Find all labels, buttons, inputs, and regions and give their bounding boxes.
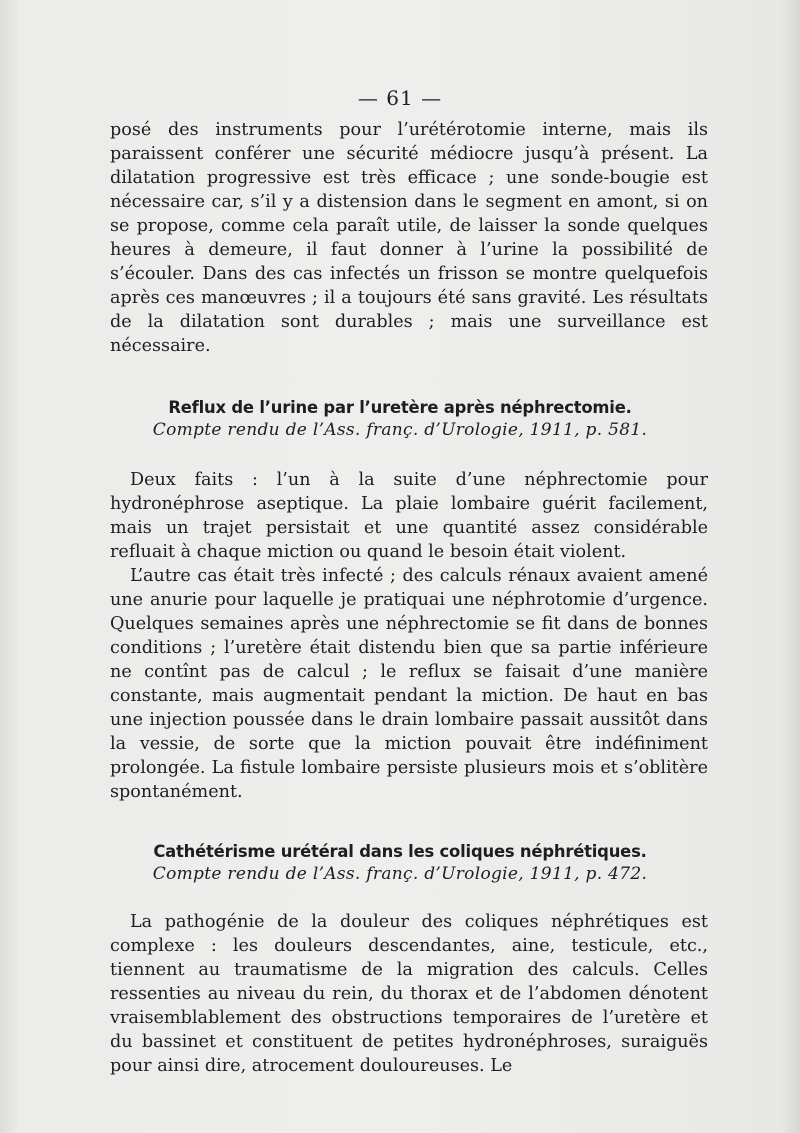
section-body-catheterisme (110, 910, 708, 1078)
paragraph-continued: posé des instruments pour l’urétérotomie interne, mais ils paraissent conférer une sécurité médiocre jusqu’à présent. La dilatation progressive est très efficace ; une sonde-bougie est nécessaire car, s’il y a distension dans le segment en amont, si on se propose, comme cela paraît utile, de laisser la sonde quelques heures à demeure, il faut donner à l’urine la possibilité de s’écouler. Dans des cas infectés un frisson se montre quelquefois après ces manœuvres ; il a toujours été sans gravité. Les résultats de la dilatation sont durables ; mais une surveillance est nécessaire. (110, 120, 708, 356)
section-body-reflux (110, 468, 708, 804)
section-title-reflux: Reflux de l’urine par l’uretère après néphrectomie. (168, 398, 632, 417)
section-title-catheterisme: Cathétérisme urétéral dans les coliques néphrétiques. (153, 842, 647, 861)
section-source-reflux: Compte rendu de l’Ass. franç. d’Urologie, 1911, p. 581. (152, 420, 648, 440)
paragraph: L’autre cas était très infecté ; des calculs rénaux avaient amené une anurie pour laquelle je pratiquai une néphrotomie d’urgence. Quelques semaines après une néphrectomie se fit dans de bonnes conditions ; l’uretère était distendu bien que sa partie inférieure ne contînt pas de calcul ; le reflux se faisait d’une manière constante, mais augmentait pendant la miction. De haut en bas une injection poussée dans le drain lombaire passait aussitôt dans la vessie, de sorte que la miction pouvait être indéfiniment prolongée. La fistule lombaire persiste plusieurs mois et s’oblitère spontanément. (110, 566, 708, 802)
paragraph: La pathogénie de la douleur des coliques néphrétiques est complexe : les douleurs descendantes, aine, testicule, etc., tiennent au traumatisme de la migration des calculs. Celles ressenties au niveau du rein, du thorax et de l’abdomen dénotent vraisemblablement des obstructions temporaires de l’uretère et du bassinet et constituent de petites hydronéphroses, suraiguës pour ainsi dire, atrocement douloureuses. Le (110, 912, 708, 1076)
section-source-catheterisme: Compte rendu de l’Ass. franç. d’Urologie, 1911, p. 472. (152, 864, 648, 884)
continued-text (110, 118, 708, 358)
paragraph: Deux faits : l’un à la suite d’une néphrectomie pour hydronéphrose aseptique. La plaie lombaire guérit facilement, mais un trajet persistait et une quantité assez considérable refluait à chaque miction ou quand le besoin était violent. (110, 470, 708, 562)
page-number: — 61 — (357, 86, 443, 110)
